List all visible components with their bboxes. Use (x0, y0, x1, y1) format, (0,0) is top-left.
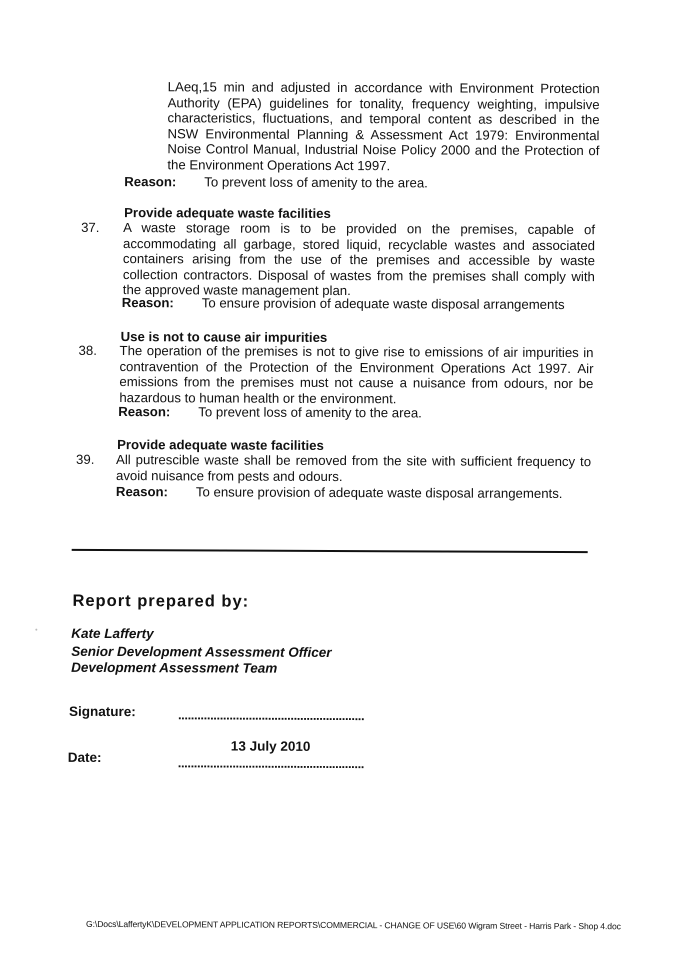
reason-text: To ensure provision of adequate waste disposal arrangements (201, 295, 565, 312)
intro-paragraph: LAeq,15 min and adjusted in accordance with Environment Protection Authority (EPA) guidelines for tonality, frequency weighting, impulsive characteristics, fluctuations, and temporal content as described in the NSW Environmental Planning & Assessment Act 1979: Environmental Noise Control Manual, Industrial Noise Policy 2000 and the Protection of the Environment Operations Act 1997. (167, 79, 600, 174)
report-prepared-by-heading: Report prepared by: (72, 591, 250, 611)
condition-39-reason (116, 484, 563, 502)
condition-38-number: 38. (78, 342, 97, 358)
reason-label: Reason: (118, 404, 171, 420)
condition-37-reason (122, 295, 565, 313)
author-position: Senior Development Assessment Officer (71, 643, 332, 660)
reason-text: To ensure provision of adequate waste disposal arrangements. (195, 484, 563, 501)
condition-39-heading: Provide adequate waste facilities (117, 437, 324, 453)
scan-speck (35, 629, 37, 631)
condition-39-number: 39. (76, 451, 95, 467)
condition-37-text: A waste storage room is to be provided on the premises, capable of accommodating all garbage, stored liquid, recyclable wastes and associated containers arising from the use of the premises and accessible by waste collection contractors. Disposal of wastes from the premises shall comply with the approved waste management plan. (122, 220, 596, 299)
author-name: Kate Lafferty (71, 625, 154, 642)
date-label: Date: (67, 749, 102, 765)
condition-39-text: All putrescible waste shall be removed from the site with sufficient frequency to avoid nuisance from pests and odours. (115, 452, 592, 484)
date-line: .......................................................... (177, 755, 365, 772)
date-value: 13 July 2010 (230, 738, 311, 754)
condition-38-heading: Use is not to cause air impurities (120, 329, 328, 345)
reason-text: To prevent loss of amenity to the area. (204, 174, 428, 191)
reason-label: Reason: (115, 484, 169, 500)
condition-38-text: The operation of the premises is not to give rise to emissions of air impurities in contravention of the Protection of the Environment Operations Act 1997. Air emissions from the premises must not cause a nuisance from odours, nor be hazardous to human health or the environment. (119, 343, 594, 407)
signature-line: .......................................................... (177, 707, 365, 724)
reason-text: To prevent loss of amenity to the area. (198, 404, 422, 421)
signature-label: Signature: (68, 703, 136, 720)
intro-reason (124, 174, 428, 191)
author-team: Development Assessment Team (71, 659, 278, 676)
condition-37-number: 37. (81, 219, 100, 235)
reason-label: Reason: (121, 295, 174, 311)
condition-37-heading: Provide adequate waste facilities (124, 205, 331, 221)
footer-file-path: G:\Docs\LaffertyK\DEVELOPMENT APPLICATION REPORTS\COMMERCIAL - CHANGE OF USE\60 Wigram Street - Harris Park - Shop 4.doc (86, 918, 621, 932)
section-divider (72, 549, 588, 553)
condition-38-reason (118, 404, 422, 421)
reason-label: Reason: (124, 174, 177, 190)
